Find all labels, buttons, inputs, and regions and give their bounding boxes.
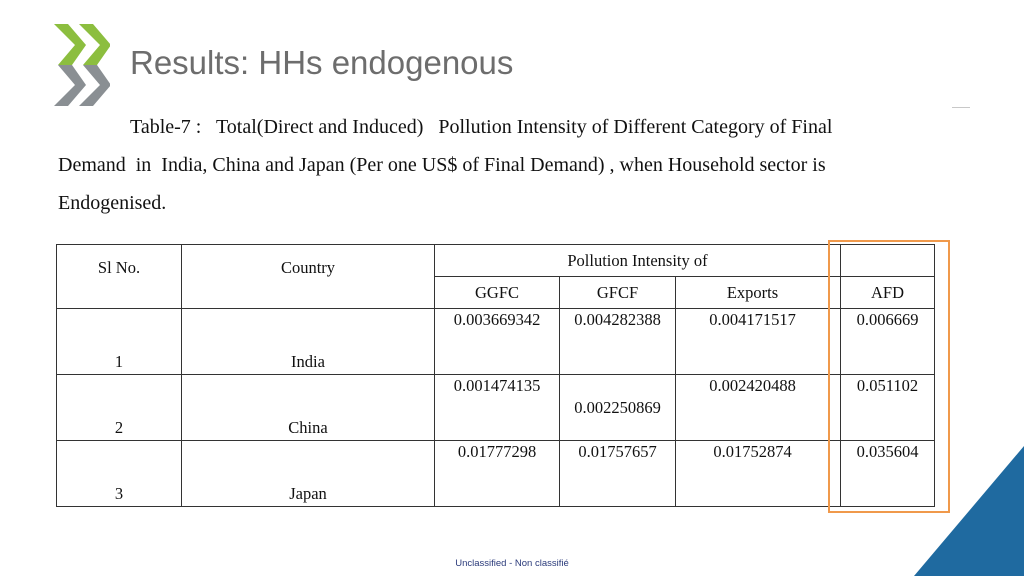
header-country: Country: [182, 245, 435, 309]
header-gfcf: GFCF: [560, 277, 676, 309]
title-rule: [952, 107, 970, 108]
header-sl-no: Sl No.: [57, 245, 182, 309]
classification-footer: Unclassified - Non classifié: [455, 558, 569, 569]
cell-exports: 0.01752874: [676, 441, 830, 507]
caption-line-3: Endogenised.: [58, 192, 167, 214]
cell-country: India: [182, 309, 435, 375]
cell-ggfc: 0.003669342: [435, 309, 560, 375]
corner-decoration: [914, 446, 1024, 576]
table-row: [57, 375, 935, 441]
cell-ggfc: 0.001474135: [435, 375, 560, 441]
cell-ggfc: 0.01777298: [435, 441, 560, 507]
table-caption: [58, 108, 928, 222]
cell-gfcf: 0.004282388: [560, 309, 676, 375]
header-pollution-intensity: Pollution Intensity of: [435, 245, 841, 277]
header-afd: AFD: [841, 277, 935, 309]
cell-sl: 2: [57, 375, 182, 441]
table-row: [57, 309, 935, 375]
header-ggfc: GGFC: [435, 277, 560, 309]
cell-country: Japan: [182, 441, 435, 507]
cell-afd: 0.051102: [841, 375, 935, 441]
cell-afd: 0.006669: [841, 309, 935, 375]
cell-gfcf: 0.002250869: [560, 375, 676, 441]
cell-afd: 0.035604: [841, 441, 935, 507]
cell-exports: 0.002420488: [676, 375, 830, 441]
table-row: [57, 441, 935, 507]
oecd-chevron-logo: [54, 24, 110, 106]
caption-line-1: Table-7 : Total(Direct and Induced) Pollution Intensity of Different Category of Final: [130, 116, 833, 138]
header-exports: Exports: [676, 277, 830, 309]
caption-line-2: Demand in India, China and Japan (Per one US$ of Final Demand) , when Household sector is: [58, 154, 826, 176]
cell-sl: 1: [57, 309, 182, 375]
slide-title: Results: HHs endogenous: [130, 44, 514, 81]
cell-exports: 0.004171517: [676, 309, 830, 375]
cell-country: China: [182, 375, 435, 441]
cell-gfcf: 0.01757657: [560, 441, 676, 507]
pollution-intensity-table: [56, 244, 935, 507]
header-row-1: [57, 245, 935, 277]
cell-sl: 3: [57, 441, 182, 507]
